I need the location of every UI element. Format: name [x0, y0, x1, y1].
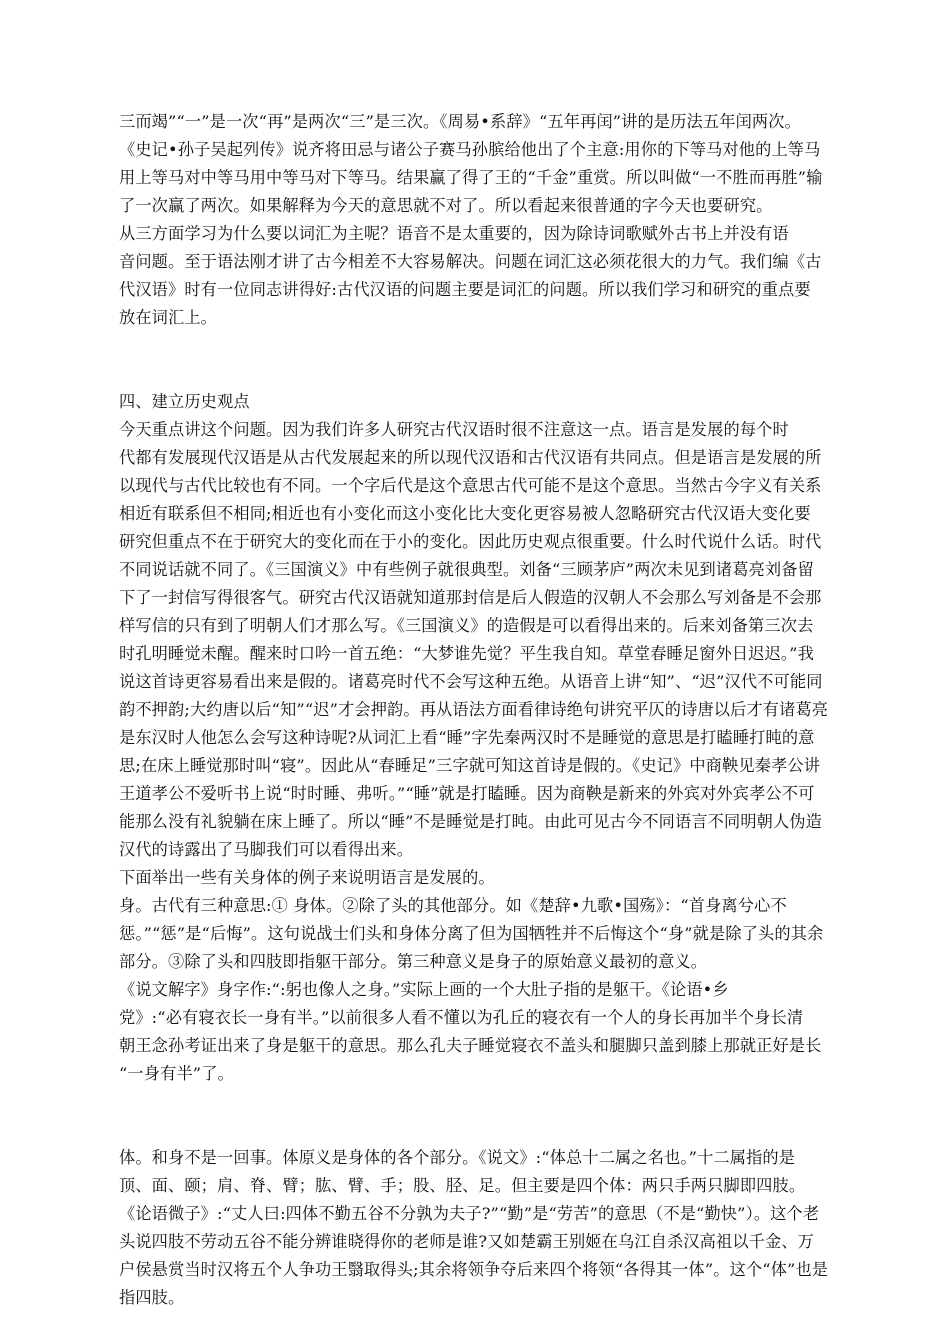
- text-line: 不同说话就不同了。《三国演义》中有些例子就很典型。刘备“三顾茅庐”两次未见到诸葛亮刘备留: [119, 560, 814, 579]
- document-page: [119, 108, 845, 1312]
- text-line: 韵不押韵;大约唐以后“知”“迟”才会押韵。再从语法方面看律诗绝句讲究平仄的诗唐以后才有诸葛亮: [119, 700, 829, 719]
- text-line: 下了一封信写得很客气。研究古代汉语就知道那封信是后人假造的汉朝人不会那么写刘备是不会那: [119, 588, 822, 607]
- text-line: 音问题。至于语法刚才讲了古今相差不大容易解决。问题在词汇这必须花很大的力气。我们编《古: [119, 252, 822, 271]
- text-line: 身。古代有三种意思:① 身体。②除了头的其他部分。如《楚辞•九歌•国殇》：“首身离兮心不: [119, 896, 787, 915]
- text-line: 能那么没有礼貌躺在床上睡了。所以“睡”不是睡觉是打盹。由此可见古今不同语言不同明朝人伪造: [119, 812, 823, 831]
- text-line: 《史记•孙子吴起列传》说齐将田忌与诸公子赛马孙膑给他出了个主意:用你的下等马对他的上等马: [119, 140, 821, 159]
- text-line: 是东汉时人他怎么会写这种诗呢?从词汇上看“睡”字先秦两汉时不是睡觉的意思是打瞌睡打盹的意: [119, 728, 815, 747]
- text-line: 惩。”“惩”是“后悔”。这句说战士们头和身体分离了但为国牺牲并不后悔这个“身”就是除了头的其余: [119, 924, 824, 943]
- spacer: [119, 332, 845, 388]
- text-line: 三而竭”“一”是一次“再”是两次“三”是三次。《周易•系辞》“五年再闰”讲的是历法五年闰两次。: [119, 112, 801, 131]
- text-line: 代都有发展现代汉语是从古代发展起来的所以现代汉语和古代汉语有共同点。但是语言是发展的所: [119, 448, 822, 467]
- text-line: 顶、面、颐；肩、脊、臂；肱、臂、手；股、胫、足。但主要是四个体：两只手两只脚即四肢。: [119, 1176, 806, 1195]
- text-line: 用上等马对中等马用中等马对下等马。结果赢了得了王的“千金”重赏。所以叫做“一不胜而再胜”输: [119, 168, 823, 187]
- text-line: 思;在床上睡觉那时叫“寝”。因此从“春睡足”三字就可知这首诗是假的。《史记》中商鞅见秦孝公讲: [119, 756, 821, 775]
- paragraph-block-1: [119, 108, 845, 332]
- paragraph-block-2: [119, 388, 845, 1116]
- text-line: 指四肢。: [119, 1288, 185, 1307]
- text-line: 部分。③除了头和四肢即指躯干部分。第三种意义是身子的原始意义最初的意义。: [119, 952, 708, 971]
- text-line: 说这首诗更容易看出来是假的。诸葛亮时代不会写这种五绝。从语音上讲“知”、“迟”汉代不可能同: [119, 672, 823, 691]
- text-line: 户侯悬赏当时汉将五个人争功王翳取得头;其余将领争夺后来四个将领“各得其一体”。这个“体”也是: [119, 1260, 829, 1279]
- text-line: 以现代与古代比较也有不同。一个字后代是这个意思古代可能不是这个意思。当然古今字义有关系: [119, 476, 822, 495]
- text-line: 时孔明睡觉未醒。醒来时口吟一首五绝：“大梦谁先觉？平生我自知。草堂春睡足窗外日迟迟。”我: [119, 644, 814, 663]
- text-line: 相近有联系但不相同;相近也有小变化而这小变化比大变化更容易被人忽略研究古代汉语大变化要: [119, 504, 811, 523]
- text-line: 代汉语》时有一位同志讲得好:古代汉语的问题主要是词汇的问题。所以我们学习和研究的重点要: [119, 280, 811, 299]
- text-line: 研究但重点不在于研究大的变化而在于小的变化。因此历史观点很重要。什么时代说什么话。时代: [119, 532, 822, 551]
- text-line: “一身有半”了。: [119, 1064, 234, 1083]
- text-line: 下面举出一些有关身体的例子来说明语言是发展的。: [119, 868, 495, 887]
- text-line: 放在词汇上。: [119, 308, 218, 327]
- text-line: 从三方面学习为什么要以词汇为主呢？语音不是太重要的，因为除诗词歌赋外古书上并没有语: [119, 224, 789, 243]
- text-line: 汉代的诗露出了马脚我们可以看得出来。: [119, 840, 414, 859]
- text-line: 党》:“必有寝衣长一身有半。”以前很多人看不懂以为孔丘的寝衣有一个人的身长再加半个身长清: [119, 1008, 804, 1027]
- text-line: [119, 1088, 845, 1116]
- spacer: [119, 1116, 845, 1144]
- paragraph-block-3: [119, 1144, 845, 1312]
- text-line: 《论语微子》:“丈人曰:四体不勤五谷不分孰为夫子?”“勤”是“劳苦”的意思（不是“勤快”）。这个老: [119, 1204, 820, 1223]
- text-line: 头说四肢不劳动五谷不能分辨谁晓得你的老师是谁?又如楚霸王别姬在乌江自杀汉高祖以千金、万: [119, 1232, 815, 1251]
- text-line: 朝王念孙考证出来了身是躯干的意思。那么孔夫子睡觉寝衣不盖头和腿脚只盖到膝上那就正好是长: [119, 1036, 822, 1055]
- text-line: 今天重点讲这个问题。因为我们许多人研究古代汉语时很不注意这一点。语言是发展的每个时: [119, 420, 789, 439]
- text-line: 体。和身不是一回事。体原义是身体的各个部分。《说文》:“体总十二属之名也。”十二属指的是: [119, 1148, 796, 1167]
- text-line: 王道孝公不爱听书上说“时时睡、弗听。”“睡”就是打瞌睡。因为商鞅是新来的外宾对外宾孝公不可: [119, 784, 815, 803]
- section-heading: 四、建立历史观点: [119, 392, 250, 411]
- text-line: 《说文解字》身字作:“:躬也像人之身。”实际上画的一个大肚子指的是躯干。《论语•乡: [119, 980, 729, 999]
- text-line: 样写信的只有到了明朝人们才那么写。《三国演义》的造假是可以看得出来的。后来刘备第三次去: [119, 616, 814, 635]
- text-line: 了一次赢了两次。如果解释为今天的意思就不对了。所以看起来很普通的字今天也要研究。: [119, 196, 773, 215]
